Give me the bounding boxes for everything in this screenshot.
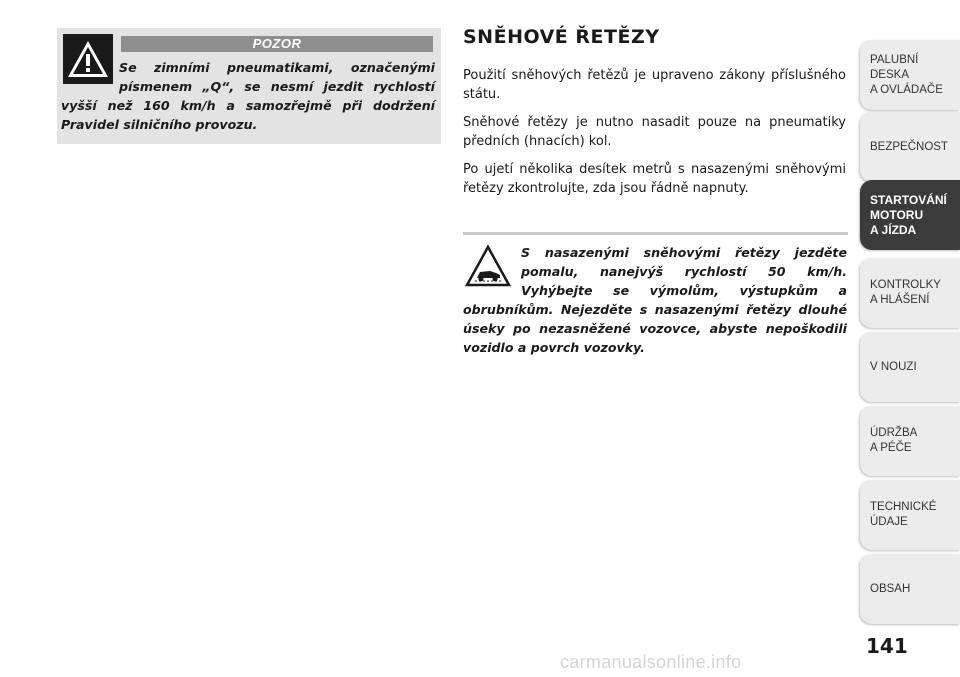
tab-bezpecnost[interactable] [860,112,960,182]
paragraph: Použití sněhových řetězů je upraveno zákony příslušného státu. [463,68,846,102]
tab-udrzba[interactable] [860,406,960,476]
warning-header: POZOR [121,36,433,52]
tab-label: ÚDRŽBA A PÉČE [870,427,918,454]
tab-technicke-udaje[interactable] [860,480,960,550]
tab-obsah[interactable] [860,554,960,624]
tab-v-nouzi[interactable] [860,332,960,402]
watermark: carmanualsonline.info [560,652,742,672]
tab-label: BEZPEČNOST [870,140,948,153]
tab-kontrolky[interactable] [860,258,960,328]
tab-startovani-motoru[interactable] [860,180,960,250]
tab-label: V NOUZI [870,360,917,373]
warning-text: Se zimními pneumatikami, označenými písmenem „Q“, se nesmí jezdit rychlostí vyšší než 160 km/h a samozřejmě při dodržení Pravidel silničního provozu. [61,60,435,132]
tab-label: STARTOVÁNÍ MOTORU A JÍZDA [870,192,947,237]
tab-label: PALUBNÍ DESKA A OVLÁDAČE [870,53,943,96]
note-divider [463,232,848,235]
tab-label: KONTROLKY A HLÁŠENÍ [870,279,941,306]
paragraph: Sněhové řetězy je nutno nasadit pouze na pneumatiky předních (hnacích) kol. [463,115,846,149]
warning-box [57,28,441,144]
section-body [463,66,846,207]
section-title: SNĚHOVÉ ŘETĚZY [463,26,660,48]
tab-label: OBSAH [870,582,911,595]
note-text: S nasazenými sněhovými řetězy jezděte pomalu, nanejvýš rychlostí 50 km/h. Vyhýbejte se výmolům, výstupkům a obrubníkům. Nejezděte s nasazenými řetězy dlouhé úseky po nezasněžené vozovce, abyste nepoškodili vozidlo a povrch vozovky. [463,245,847,355]
tab-label: TECHNICKÉ ÚDAJE [870,501,937,528]
tab-palubni-deska[interactable] [860,40,960,110]
paragraph: Po ujetí několika desítek metrů s nasazenými sněhovými řetězy zkontrolujte, zda jsou řádně napnuty. [463,162,846,196]
page-number: 141 [866,634,908,658]
